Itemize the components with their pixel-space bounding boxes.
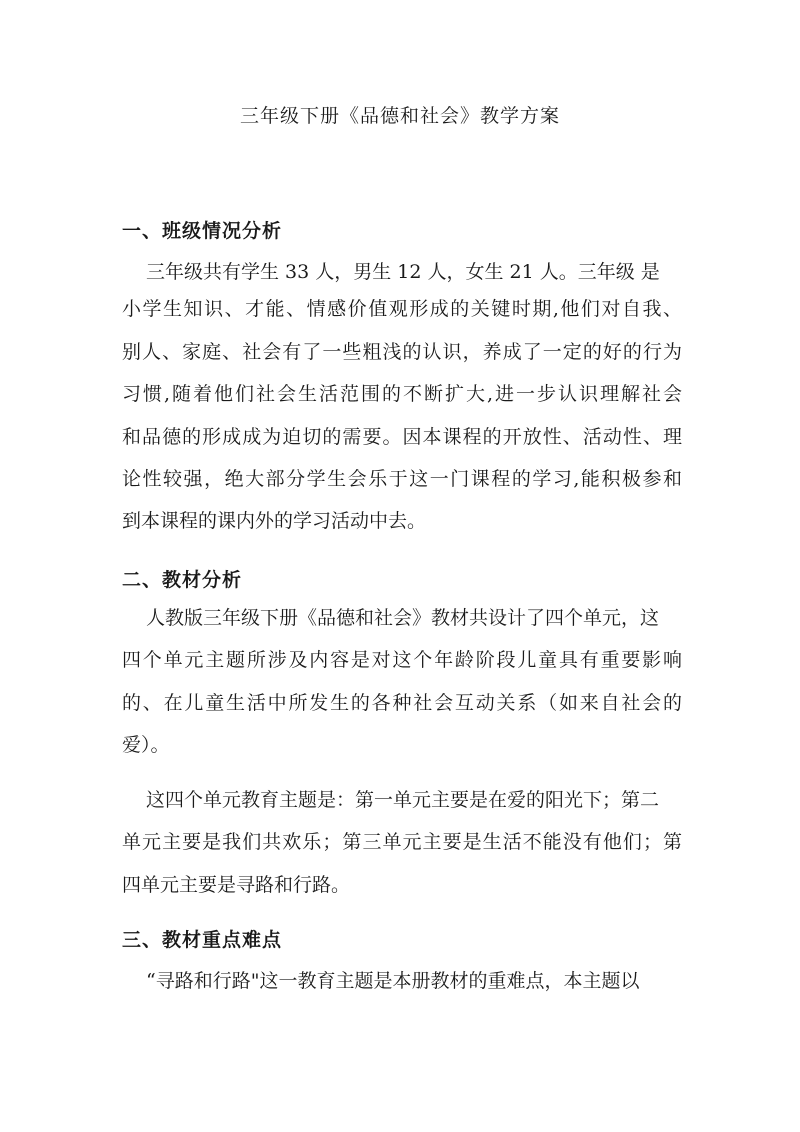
paragraph-line: 人教版三年级下册《品德和社会》教材共设计了四个单元，这	[146, 607, 660, 629]
paragraph-line: 和品德的形成成为迫切的需要。因本课程的开放性、活动性、理	[122, 426, 682, 448]
paragraph-line: 三年级共有学生 33 人，男生 12 人，女生 21 人。三年级 是	[146, 261, 660, 283]
section-heading-material-analysis: 二、教材分析	[122, 569, 243, 591]
paragraph-line: 别人、家庭、社会有了一些粗浅的认识，养成了一定的好的行为	[122, 341, 682, 363]
paragraph-line: 爱）。	[122, 734, 170, 756]
paragraph-line: 到本课程的课内外的学习活动中去。	[122, 510, 427, 532]
paragraph-line: 习惯,随着他们社会生活范围的不断扩大,进一步认识理解社会	[122, 383, 682, 405]
paragraph-line: 论性较强，绝大部分学生会乐于这一门课程的学习,能积极参和	[122, 468, 682, 490]
paragraph-line: 这四个单元教育主题是：第一单元主要是在爱的阳光下；第二	[146, 789, 660, 811]
paragraph-line: 四单元主要是寻路和行路。	[122, 874, 351, 896]
paragraph-line: 单元主要是我们共欢乐；第三单元主要是生活不能没有他们；第	[122, 831, 682, 853]
section-heading-key-difficulties: 三、教材重点难点	[122, 929, 283, 951]
paragraph-line: 小学生知识、才能、情感价值观形成的关键时期,他们对自我、	[122, 298, 682, 320]
paragraph-line: 四个单元主题所涉及内容是对这个年龄阶段儿童具有重要影响	[122, 649, 682, 671]
paragraph-line: 的、在儿童生活中所发生的各种社会互动关系（如来自社会的	[122, 692, 682, 714]
document-title: 三年级下册《品德和社会》教学方案	[239, 105, 560, 127]
section-heading-class-analysis: 一、班级情况分析	[122, 220, 283, 242]
paragraph-line: “寻路和行路"这一教育主题是本册教材的重难点，本主题以	[146, 970, 640, 992]
